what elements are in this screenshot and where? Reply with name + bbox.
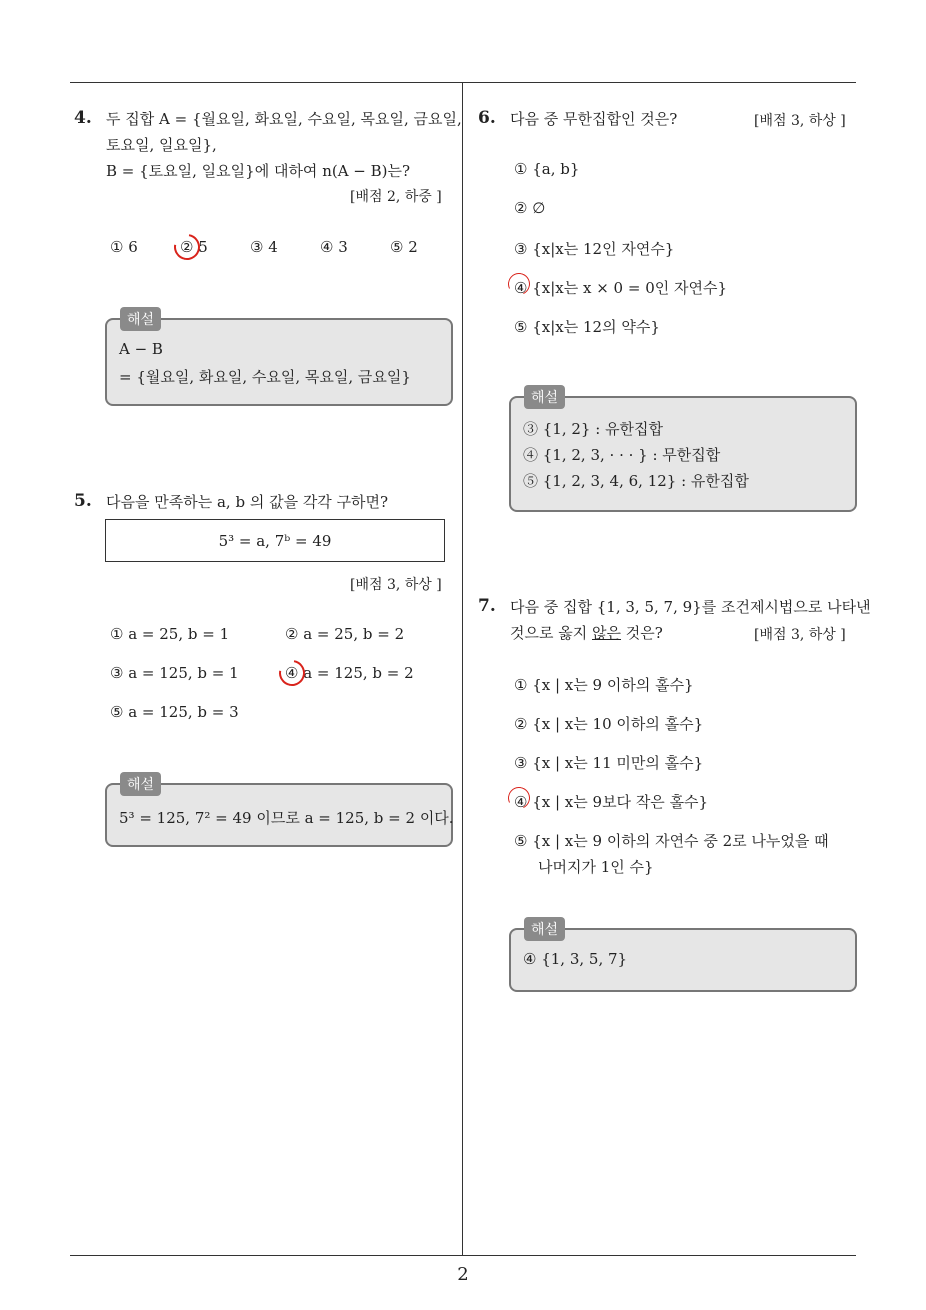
q7-text-line2-start: 것으로 옳지: [510, 624, 592, 642]
q6-text: 다음 중 무한집합인 것은?: [510, 110, 678, 128]
q4-text-line2: 토요일, 일요일},: [106, 136, 217, 154]
q7-option-3[interactable]: ③ {x | x는 11 미만의 홀수}: [514, 754, 704, 772]
q4-solution-line1: A − B: [119, 340, 163, 358]
q7-text-underlined: 않은: [592, 624, 621, 642]
q4-text-line3: B = {토요일, 일요일}에 대하여 n(A − B)는?: [106, 162, 411, 180]
q6-option-2[interactable]: ② ∅: [514, 199, 546, 217]
q5-option-1[interactable]: ① a = 25, b = 1: [110, 625, 230, 643]
q7-option-4[interactable]: ④ {x | x는 9보다 작은 홀수}: [514, 793, 709, 811]
q5-solution-line1: 5³ = 125, 7² = 49 이므로 a = 125, b = 2 이다.: [119, 809, 454, 827]
q7-option-5-cont: 나머지가 1인 수}: [538, 858, 654, 876]
q5-score: [배점 3, 하상 ]: [350, 577, 442, 593]
q5-option-3[interactable]: ③ a = 125, b = 1: [110, 664, 239, 682]
q5-option-5[interactable]: ⑤ a = 125, b = 3: [110, 703, 239, 721]
q7-solution-tag: 해설: [524, 917, 565, 941]
q4-solution-box: [105, 318, 453, 406]
q6-option-3[interactable]: ③ {x|x는 12인 자연수}: [514, 240, 675, 258]
q4-option-5[interactable]: ⑤ 2: [390, 238, 418, 256]
q7-option-5[interactable]: ⑤ {x | x는 9 이하의 자연수 중 2로 나누었을 때: [514, 832, 829, 850]
q4-solution-tag: 해설: [120, 307, 161, 331]
q5-option-2[interactable]: ② a = 25, b = 2: [285, 625, 405, 643]
q5-text: 다음을 만족하는 a, b 의 값을 각각 구하면?: [106, 493, 389, 511]
q6-option-4[interactable]: ④ {x|x는 x × 0 = 0인 자연수}: [514, 279, 728, 297]
q6-number: 6.: [478, 108, 496, 128]
q7-solution-line1: ④ {1, 3, 5, 7}: [523, 950, 628, 968]
q7-option-1[interactable]: ① {x | x는 9 이하의 홀수}: [514, 676, 694, 694]
q4-number: 4.: [74, 108, 92, 128]
q7-text-line1: 다음 중 집합 {1, 3, 5, 7, 9}를 조건제시법으로 나타낸: [510, 598, 871, 616]
q6-option-1[interactable]: ① {a, b}: [514, 160, 580, 178]
q5-condition-box: [105, 519, 445, 562]
column-divider: [462, 83, 463, 1255]
q7-text-line2: [510, 622, 663, 643]
q6-solution-tag: 해설: [524, 385, 565, 409]
q4-solution-line2: = {월요일, 화요일, 수요일, 목요일, 금요일}: [119, 368, 411, 386]
q7-option-2[interactable]: ② {x | x는 10 이하의 홀수}: [514, 715, 704, 733]
q4-option-1[interactable]: ① 6: [110, 238, 138, 256]
top-rule: [70, 82, 856, 83]
answer-mark-icon: [169, 229, 205, 265]
q7-number: 7.: [478, 596, 496, 616]
q5-number: 5.: [74, 491, 92, 511]
q7-text-line2-end: 것은?: [620, 624, 663, 642]
q6-score: [배점 3, 하상 ]: [754, 113, 846, 129]
q5-solution-tag: 해설: [120, 772, 161, 796]
answer-mark-icon: [274, 655, 310, 691]
bottom-rule: [70, 1255, 856, 1256]
q5-option-4[interactable]: ④ a = 125, b = 2: [285, 664, 414, 682]
q4-option-3[interactable]: ③ 4: [250, 238, 278, 256]
q4-option-2[interactable]: ② 5: [180, 238, 208, 256]
q6-solution-line2: ④ {1, 2, 3, · · · } : 무한집합: [523, 446, 721, 464]
q4-text-line1: 두 집합 A = {월요일, 화요일, 수요일, 목요일, 금요일,: [106, 110, 462, 128]
q6-option-5[interactable]: ⑤ {x|x는 12의 약수}: [514, 318, 660, 336]
q6-solution-box: [509, 396, 857, 512]
q7-score: [배점 3, 하상 ]: [754, 627, 846, 643]
q6-solution-line3: ⑤ {1, 2, 3, 4, 6, 12} : 유한집합: [523, 472, 749, 490]
page-number: 2: [457, 1264, 469, 1285]
q4-option-4[interactable]: ④ 3: [320, 238, 348, 256]
q5-condition: 5³ = a, 7ᵇ = 49: [218, 531, 332, 550]
q4-score: [배점 2, 하중 ]: [350, 189, 442, 205]
q6-solution-line1: ③ {1, 2} : 유한집합: [523, 420, 664, 438]
